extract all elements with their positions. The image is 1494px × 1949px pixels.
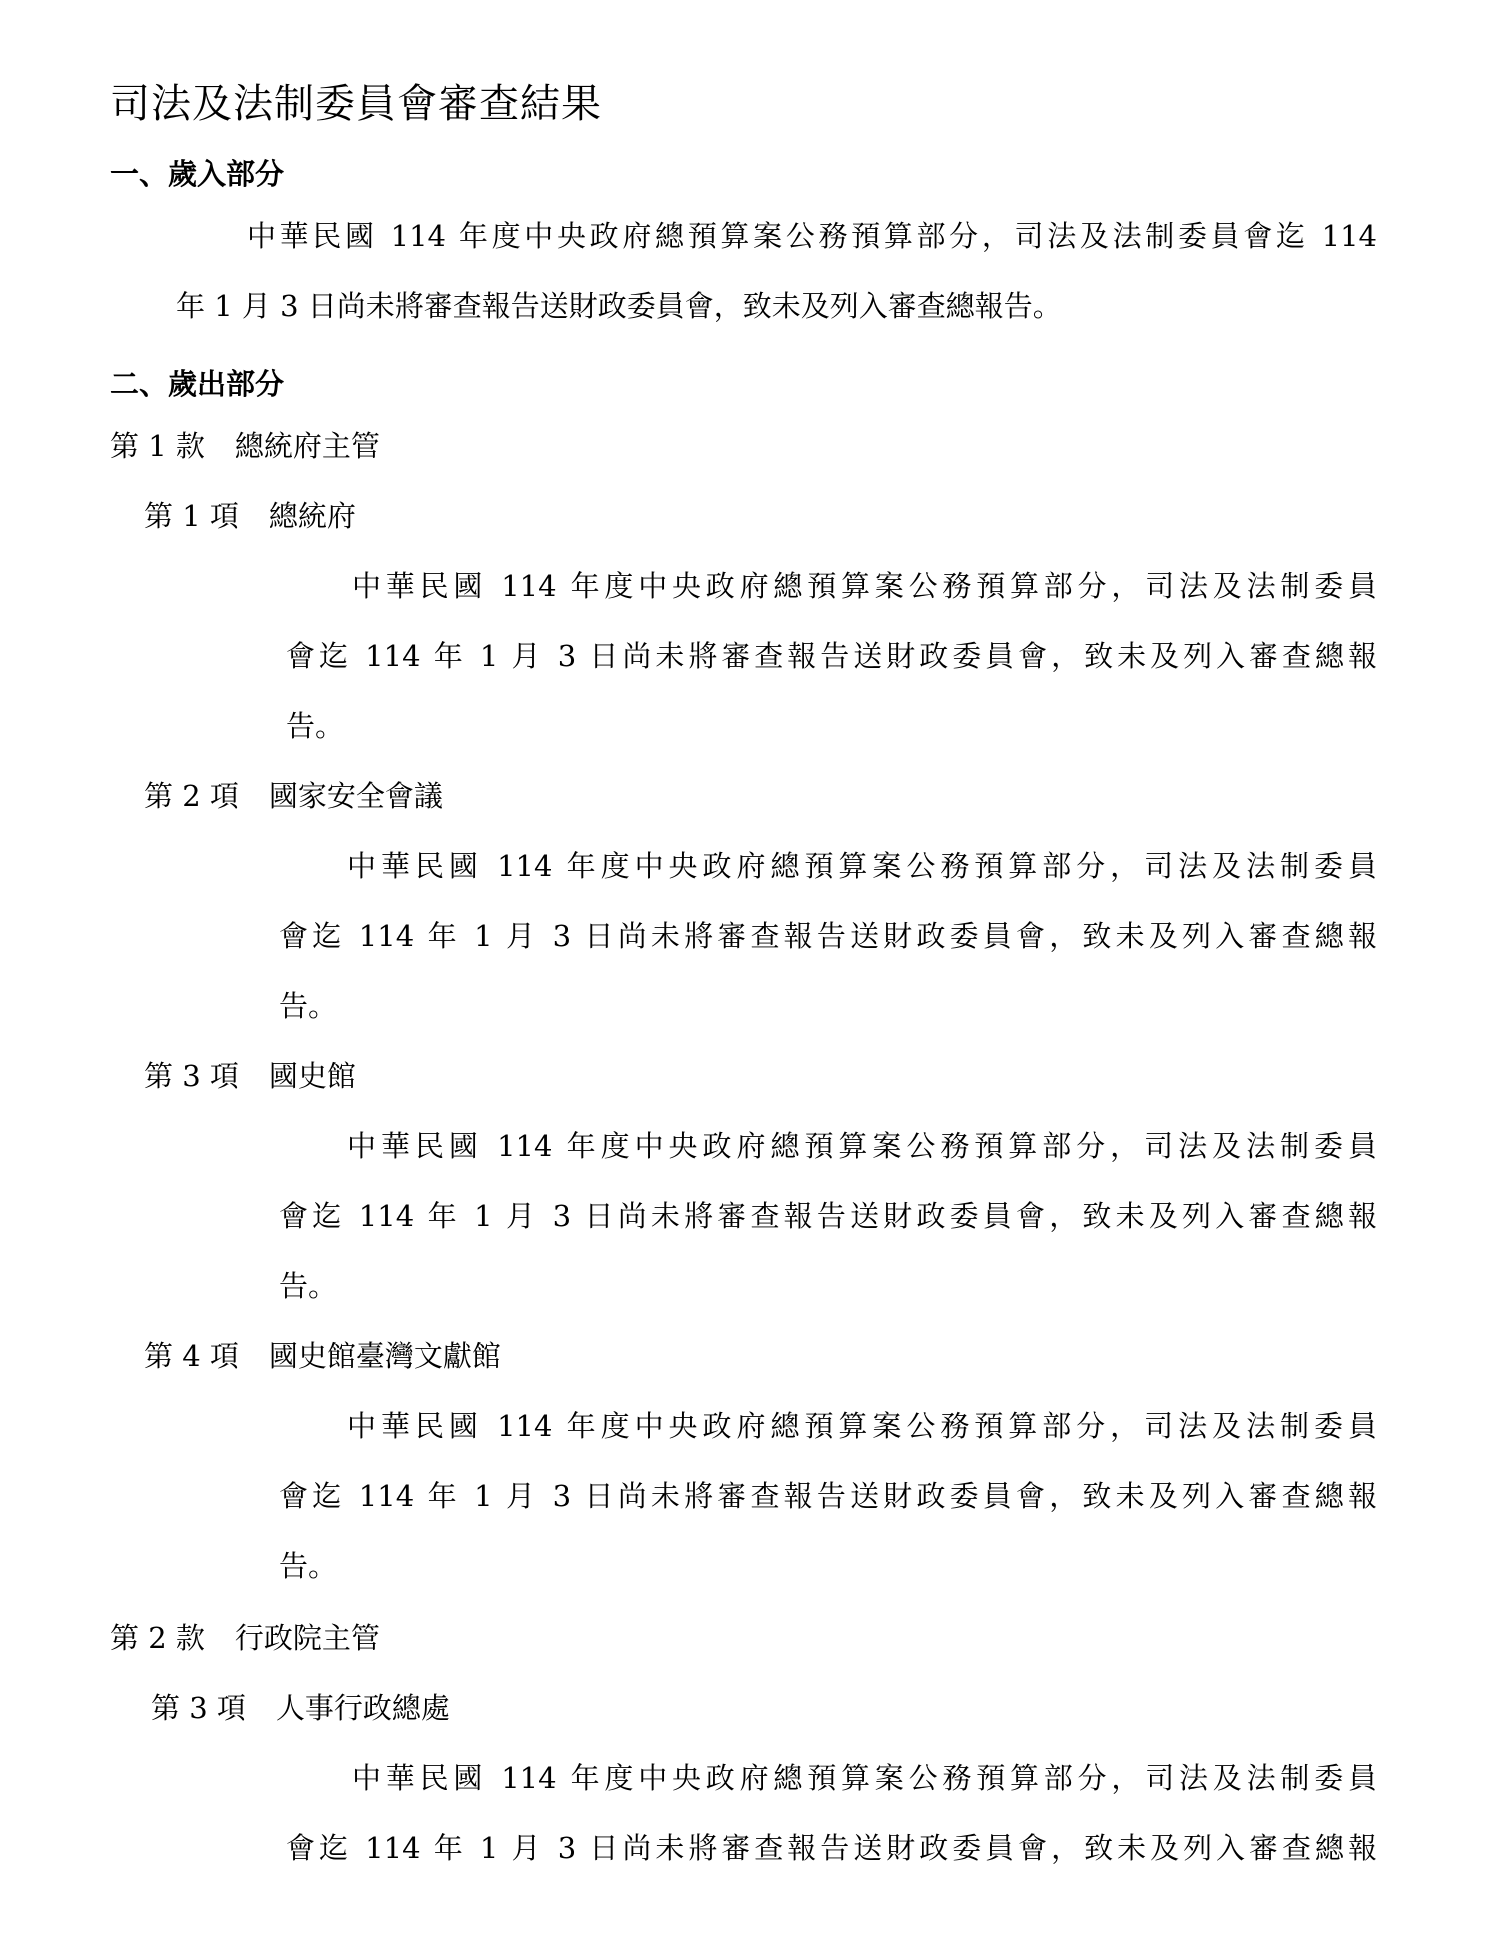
revenue-paragraph-line-2: 年 1 月 3 日尚未將審查報告送財政委員會，致未及列入審查總報告。 [176,289,1062,323]
item-3-name: 國史館 [268,1059,356,1093]
item-2-line-1: 中華民國 114 年度中央政府總預算案公務預算部分，司法及法制委員 [347,849,1377,883]
item-2-heading [144,779,443,813]
item-4-heading [144,1339,501,1373]
item-1-name: 總統府 [268,499,356,533]
item-3-line-1: 中華民國 114 年度中央政府總預算案公務預算部分，司法及法制委員 [347,1129,1377,1163]
item-3-line-3: 告。 [279,1269,338,1303]
item-2-line-2: 會迄 114 年 1 月 3 日尚未將審查報告送財政委員會，致未及列入審查總報 [279,919,1377,953]
item-5-line-2: 會迄 114 年 1 月 3 日尚未將審查報告送財政委員會，致未及列入審查總報 [286,1831,1377,1865]
revenue-paragraph-line-1: 中華民國 114 年度中央政府總預算案公務預算部分，司法及法制委員會迄 114 [247,219,1377,253]
kuan-2-heading [110,1621,380,1655]
item-4-name: 國史館臺灣文獻館 [268,1339,501,1373]
kuan-1-name: 總統府主管 [234,429,380,463]
item-5-label: 第 3 項 [151,1691,246,1725]
item-2-label: 第 2 項 [144,779,239,813]
item-1-label: 第 1 項 [144,499,239,533]
item-3-label: 第 3 項 [144,1059,239,1093]
item-2-name: 國家安全會議 [268,779,443,813]
kuan-2-name: 行政院主管 [234,1621,380,1655]
item-1-heading [144,499,356,533]
item-4-line-1: 中華民國 114 年度中央政府總預算案公務預算部分，司法及法制委員 [347,1409,1377,1443]
item-5-line-1: 中華民國 114 年度中央政府總預算案公務預算部分，司法及法制委員 [352,1761,1377,1795]
kuan-1-heading [110,429,380,463]
expenditure-heading: 二、歲出部分 [110,367,285,401]
kuan-2-label: 第 2 款 [110,1621,205,1655]
item-4-label: 第 4 項 [144,1339,239,1373]
item-1-line-2: 會迄 114 年 1 月 3 日尚未將審查報告送財政委員會，致未及列入審查總報 [286,639,1377,673]
item-1-line-1: 中華民國 114 年度中央政府總預算案公務預算部分，司法及法制委員 [352,569,1377,603]
item-5-heading [151,1691,450,1725]
item-2-line-3: 告。 [279,989,338,1023]
item-4-line-3: 告。 [279,1549,338,1583]
document-title: 司法及法制委員會審查結果 [110,81,602,127]
item-1-line-3: 告。 [286,709,345,743]
revenue-heading: 一、歲入部分 [110,157,285,191]
item-4-line-2: 會迄 114 年 1 月 3 日尚未將審查報告送財政委員會，致未及列入審查總報 [279,1479,1377,1513]
kuan-1-label: 第 1 款 [110,429,205,463]
item-3-line-2: 會迄 114 年 1 月 3 日尚未將審查報告送財政委員會，致未及列入審查總報 [279,1199,1377,1233]
item-3-heading [144,1059,356,1093]
item-5-name: 人事行政總處 [275,1691,450,1725]
